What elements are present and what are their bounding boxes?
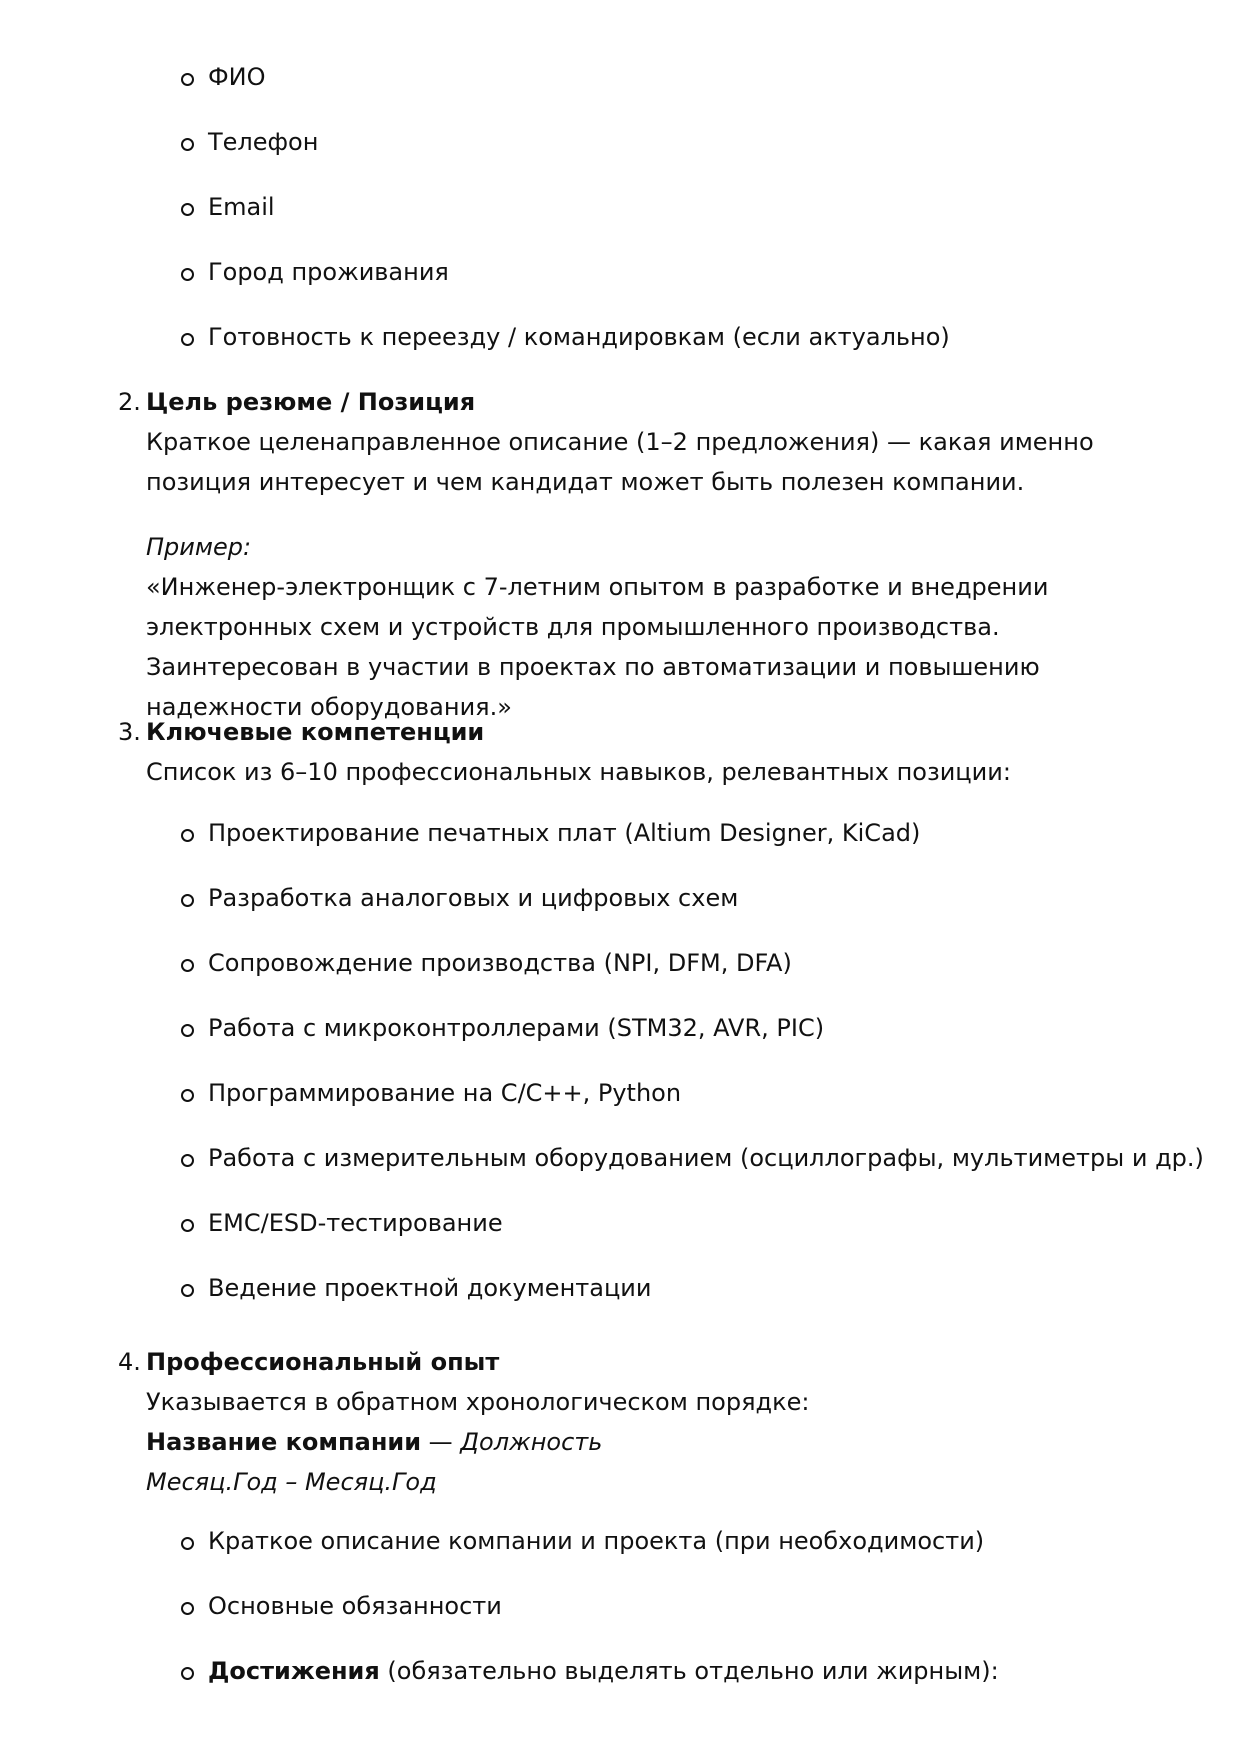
list-item: Основные обязанности: [0, 1591, 999, 1656]
list-item: Email: [0, 192, 950, 257]
list-item: ФИО: [0, 62, 950, 127]
list-item: Ведение проектной документации: [0, 1273, 1204, 1338]
example-text: «Инженер-электронщик с 7-летним опытом в разработке и внедрении электронных схем и устройств для промышленного производства. Заинтересован в участии в проектах по автоматизации и повышению надежности оборудования.»: [146, 573, 1049, 721]
achievements-note: (обязательно выделять отдельно или жирным):: [379, 1657, 999, 1685]
competencies-list: [0, 818, 1204, 1338]
section-intro: Список из 6–10 профессиональных навыков, релевантных позиции:: [146, 758, 1011, 786]
list-item: Программирование на C/C++, Python: [0, 1078, 1204, 1143]
example-label: Пример:: [146, 533, 252, 561]
list-item: EMC/ESD-тестирование: [0, 1208, 1204, 1273]
circle-bullet-icon: [181, 1089, 194, 1102]
section-objective: [0, 382, 1146, 727]
section-number: 4.: [118, 1348, 141, 1376]
company-label: Название компании: [146, 1428, 422, 1456]
section-experience: [0, 1342, 809, 1502]
list-item: [0, 1656, 999, 1721]
circle-bullet-icon: [181, 829, 194, 842]
section-intro: Указывается в обратном хронологическом порядке:: [146, 1388, 810, 1416]
circle-bullet-icon: [181, 894, 194, 907]
section-number: 3.: [118, 718, 141, 746]
company-position-line: [146, 1422, 809, 1462]
list-item: Проектирование печатных плат (Altium Designer, KiCad): [0, 818, 1204, 883]
circle-bullet-icon: [181, 333, 194, 346]
dash-separator: —: [421, 1428, 461, 1456]
list-item: Телефон: [0, 127, 950, 192]
circle-bullet-icon: [181, 1219, 194, 1232]
section-number: 2.: [118, 388, 141, 416]
list-item: Работа с микроконтроллерами (STM32, AVR, PIC): [0, 1013, 1204, 1078]
experience-details-list: [0, 1526, 999, 1721]
list-item: Работа с измерительным оборудованием (осциллографы, мультиметры и др.): [0, 1143, 1204, 1208]
circle-bullet-icon: [181, 268, 194, 281]
position-label: Должность: [460, 1428, 603, 1456]
circle-bullet-icon: [181, 1284, 194, 1297]
achievements-label: Достижения: [208, 1657, 380, 1685]
contact-fields-list: [0, 62, 950, 387]
circle-bullet-icon: [181, 1154, 194, 1167]
circle-bullet-icon: [181, 959, 194, 972]
section-title: Ключевые компетенции: [146, 718, 485, 746]
section-competencies: [0, 712, 1011, 792]
circle-bullet-icon: [181, 138, 194, 151]
list-item: Разработка аналоговых и цифровых схем: [0, 883, 1204, 948]
circle-bullet-icon: [181, 1537, 194, 1550]
section-description: Краткое целенаправленное описание (1–2 предложения) — какая именно позиция интересует и чем кандидат может быть полезен компании.: [146, 428, 1094, 496]
circle-bullet-icon: [181, 1667, 194, 1680]
section-title: Цель резюме / Позиция: [146, 388, 476, 416]
section-title: Профессиональный опыт: [146, 1348, 500, 1376]
circle-bullet-icon: [181, 203, 194, 216]
list-item: Краткое описание компании и проекта (при необходимости): [0, 1526, 999, 1591]
dates-label: Месяц.Год – Месяц.Год: [146, 1468, 437, 1496]
circle-bullet-icon: [181, 1024, 194, 1037]
list-item: Готовность к переезду / командировкам (если актуально): [0, 322, 950, 387]
circle-bullet-icon: [181, 73, 194, 86]
list-item: Город проживания: [0, 257, 950, 322]
circle-bullet-icon: [181, 1602, 194, 1615]
list-item: Сопровождение производства (NPI, DFM, DFA): [0, 948, 1204, 1013]
